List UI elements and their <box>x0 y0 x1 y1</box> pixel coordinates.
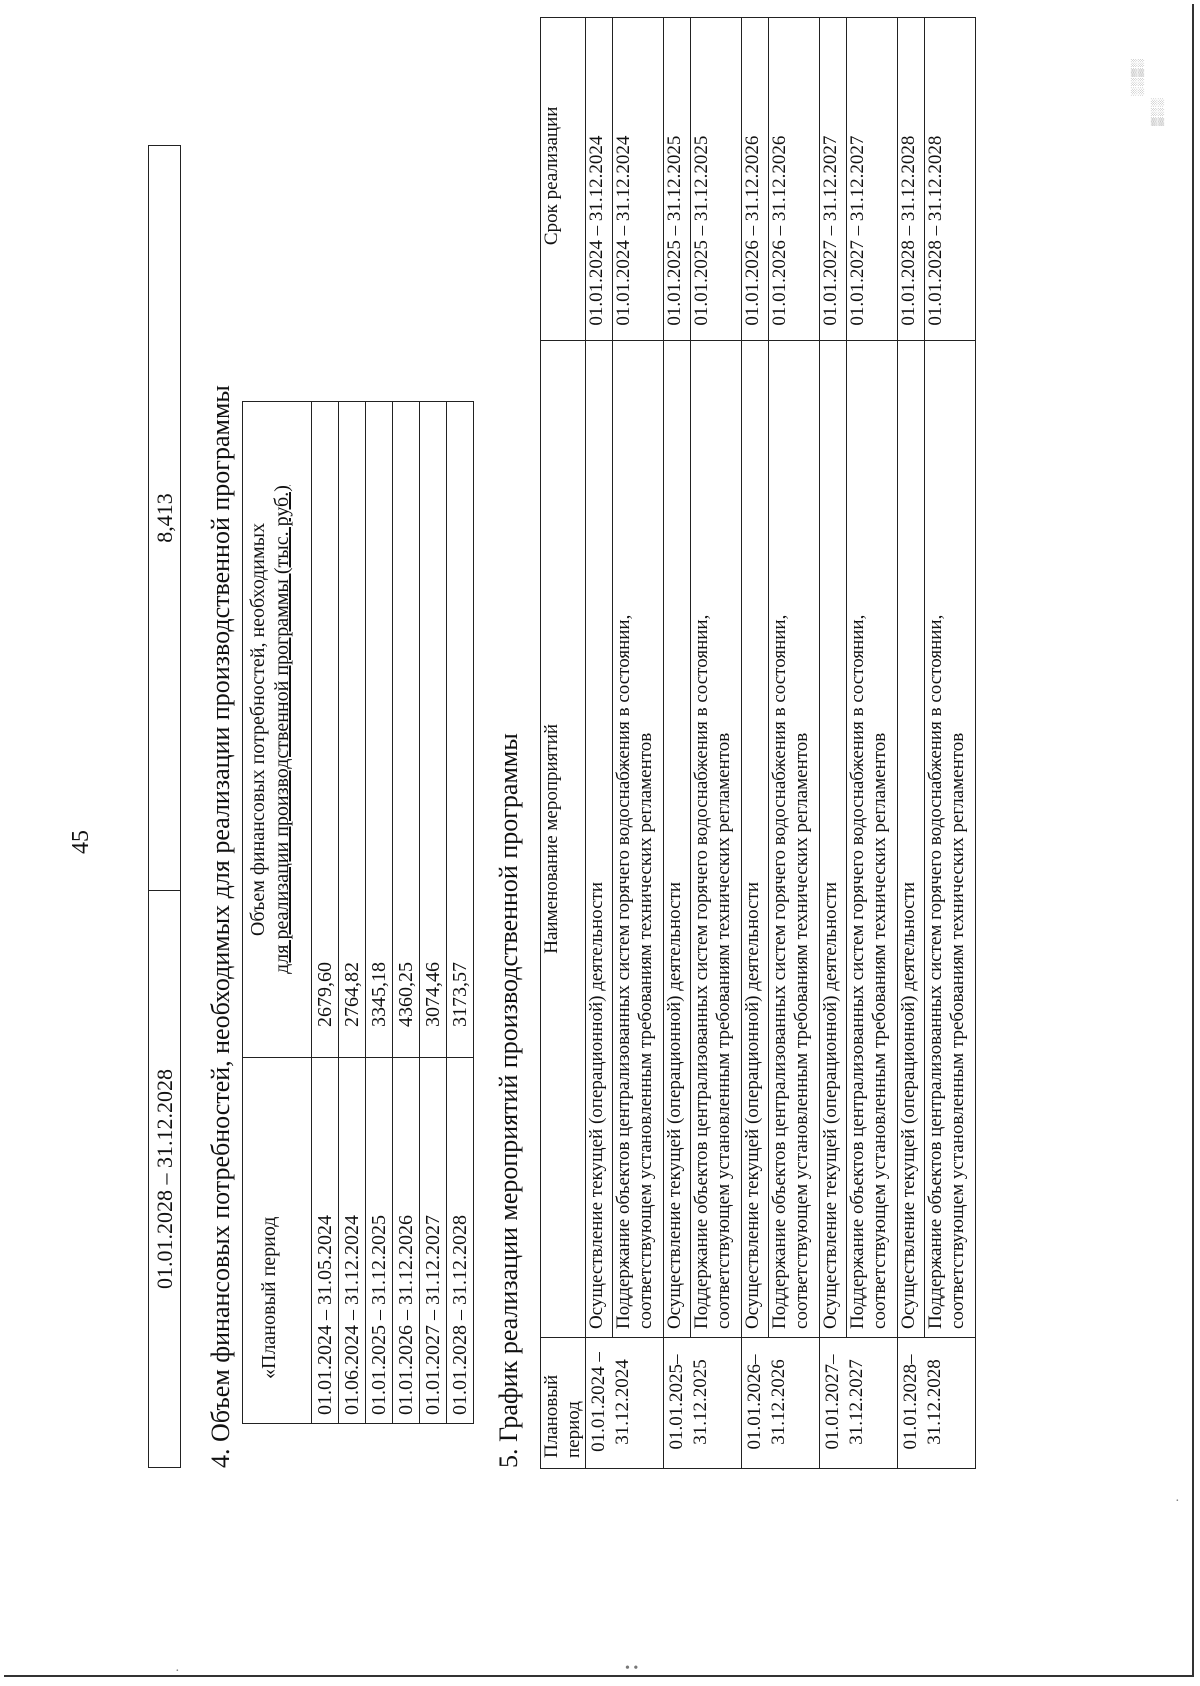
table-row <box>613 18 664 1469</box>
period-cell: 01.01.2024 – 31.05.2024 <box>312 1058 339 1424</box>
value-cell: 3173,57 <box>447 402 474 1058</box>
table-row <box>149 146 181 1468</box>
scan-speck: · <box>1175 1494 1180 1509</box>
section5-title: 5. График реализации мероприятий производственной программы <box>494 733 523 1468</box>
period-line1: 01.01.2026– <box>744 1354 765 1450</box>
header-period: Плановый период <box>541 1338 586 1469</box>
section4-title: 4. Объем финансовых потребностей, необходимых для реализации производственной программы <box>206 385 235 1468</box>
measure-line2: соответствующем установленным требованиям технических регламентов <box>947 732 968 1330</box>
period-cell: 01.01.2028 – 31.12.2028 <box>447 1058 474 1424</box>
table-row <box>312 402 339 1424</box>
period-line1: 01.01.2024 – <box>588 1352 609 1452</box>
table-row <box>420 402 447 1424</box>
measure-cell <box>769 340 820 1337</box>
term-cell: 01.01.2024 – 31.12.2024 <box>613 18 664 341</box>
measure-line1: Поддержание объектов централизованных систем горячего водоснабжения в состоянии, <box>691 614 712 1330</box>
value-cell: 3345,18 <box>366 402 393 1058</box>
period-cell: 01.01.2027 – 31.12.2027 <box>420 1058 447 1424</box>
scan-speck: · <box>175 1664 180 1679</box>
measure-cell: Осуществление текущей (операционной) деятельности <box>742 340 769 1337</box>
measure-cell <box>847 340 898 1337</box>
table-row <box>847 18 898 1469</box>
measure-line1: Поддержание объектов централизованных систем горячего водоснабжения в состоянии, <box>925 614 946 1330</box>
measure-cell <box>613 340 664 1337</box>
schedule-table <box>540 17 976 1469</box>
period-line2: 31.12.2026 <box>768 1359 789 1445</box>
period-line1: 01.01.2027– <box>822 1354 843 1450</box>
top-period-cell: 01.01.2028 – 31.12.2028 <box>149 891 181 1468</box>
term-cell: 01.01.2028 – 31.12.2028 <box>925 18 976 341</box>
measure-line2: соответствующем установленным требованиям технических регламентов <box>791 732 812 1330</box>
measure-line2: соответствующем установленным требованиям технических регламентов <box>635 732 656 1330</box>
scan-speck: • • <box>625 1661 639 1676</box>
measure-line1: Поддержание объектов централизованных систем горячего водоснабжения в состоянии, <box>769 614 790 1330</box>
value-cell: 2679,60 <box>312 402 339 1058</box>
term-cell: 01.01.2027 – 31.12.2027 <box>820 18 847 341</box>
table-header-row <box>243 402 312 1424</box>
stamp-mark: ░░▒░ <box>1130 57 1144 96</box>
table-row <box>366 402 393 1424</box>
period-line1: 01.01.2025– <box>666 1354 687 1450</box>
value-cell: 4360,25 <box>393 402 420 1058</box>
measure-line1: Поддержание объектов централизованных систем горячего водоснабжения в состоянии, <box>847 614 868 1330</box>
header-volume-line2: для реализации производственной программы (тыс. руб.) <box>271 485 293 974</box>
measure-cell <box>691 340 742 1337</box>
table-row <box>742 18 769 1469</box>
term-cell: 01.01.2025 – 31.12.2025 <box>691 18 742 341</box>
period-cell: 01.01.2026 – 31.12.2026 <box>393 1058 420 1424</box>
table-row <box>769 18 820 1469</box>
period-line2: 31.12.2028 <box>924 1359 945 1445</box>
measure-cell: Осуществление текущей (операционной) деятельности <box>664 340 691 1337</box>
period-cell <box>586 1338 664 1469</box>
period-cell <box>664 1338 742 1469</box>
measure-cell: Осуществление текущей (операционной) деятельности <box>898 340 925 1337</box>
period-line1: 01.01.2028– <box>900 1354 921 1450</box>
table-row <box>691 18 742 1469</box>
top-continuation-table <box>148 145 181 1468</box>
period-cell <box>898 1338 976 1469</box>
table-row <box>898 18 925 1469</box>
period-cell <box>820 1338 898 1469</box>
term-cell: 01.01.2026 – 31.12.2026 <box>769 18 820 341</box>
table-row <box>586 18 613 1469</box>
table-row <box>393 402 420 1424</box>
term-cell: 01.01.2028 – 31.12.2028 <box>898 18 925 341</box>
page-number: 45 <box>68 830 94 854</box>
measure-line2: соответствующем установленным требованиям технических регламентов <box>713 732 734 1330</box>
term-cell: 01.01.2025 – 31.12.2025 <box>664 18 691 341</box>
term-cell: 01.01.2027 – 31.12.2027 <box>847 18 898 341</box>
value-cell: 2764,82 <box>339 402 366 1058</box>
value-cell: 3074,46 <box>420 402 447 1058</box>
measure-cell: Осуществление текущей (операционной) деятельности <box>820 340 847 1337</box>
period-cell <box>742 1338 820 1469</box>
period-line2: 31.12.2025 <box>690 1359 711 1445</box>
financial-needs-table <box>242 401 474 1424</box>
table-row <box>664 18 691 1469</box>
header-volume-line1: Объем финансовых потребностей, необходимых <box>247 522 269 937</box>
table-row <box>925 18 976 1469</box>
stamp-mark: ▒░░ <box>1150 97 1164 126</box>
period-cell: 01.06.2024 – 31.12.2024 <box>339 1058 366 1424</box>
table-row <box>820 18 847 1469</box>
header-name: Наименование мероприятий <box>541 340 586 1337</box>
period-line2: 31.12.2024 <box>612 1359 633 1445</box>
top-value-cell: 8,413 <box>149 146 181 891</box>
measure-cell <box>925 340 976 1337</box>
table-row <box>447 402 474 1424</box>
measure-line2: соответствующем установленным требованиям технических регламентов <box>869 732 890 1330</box>
header-term: Срок реализации <box>541 18 586 341</box>
measure-line1: Поддержание объектов централизованных систем горячего водоснабжения в состоянии, <box>613 614 634 1330</box>
header-period: «Плановый период <box>243 1058 312 1424</box>
period-cell: 01.01.2025 – 31.12.2025 <box>366 1058 393 1424</box>
period-line2: 31.12.2027 <box>846 1359 867 1445</box>
measure-cell: Осуществление текущей (операционной) деятельности <box>586 340 613 1337</box>
header-volume <box>243 402 312 1058</box>
table-header-row <box>541 18 586 1469</box>
table-row <box>339 402 366 1424</box>
term-cell: 01.01.2024 – 31.12.2024 <box>586 18 613 341</box>
term-cell: 01.01.2026 – 31.12.2026 <box>742 18 769 341</box>
